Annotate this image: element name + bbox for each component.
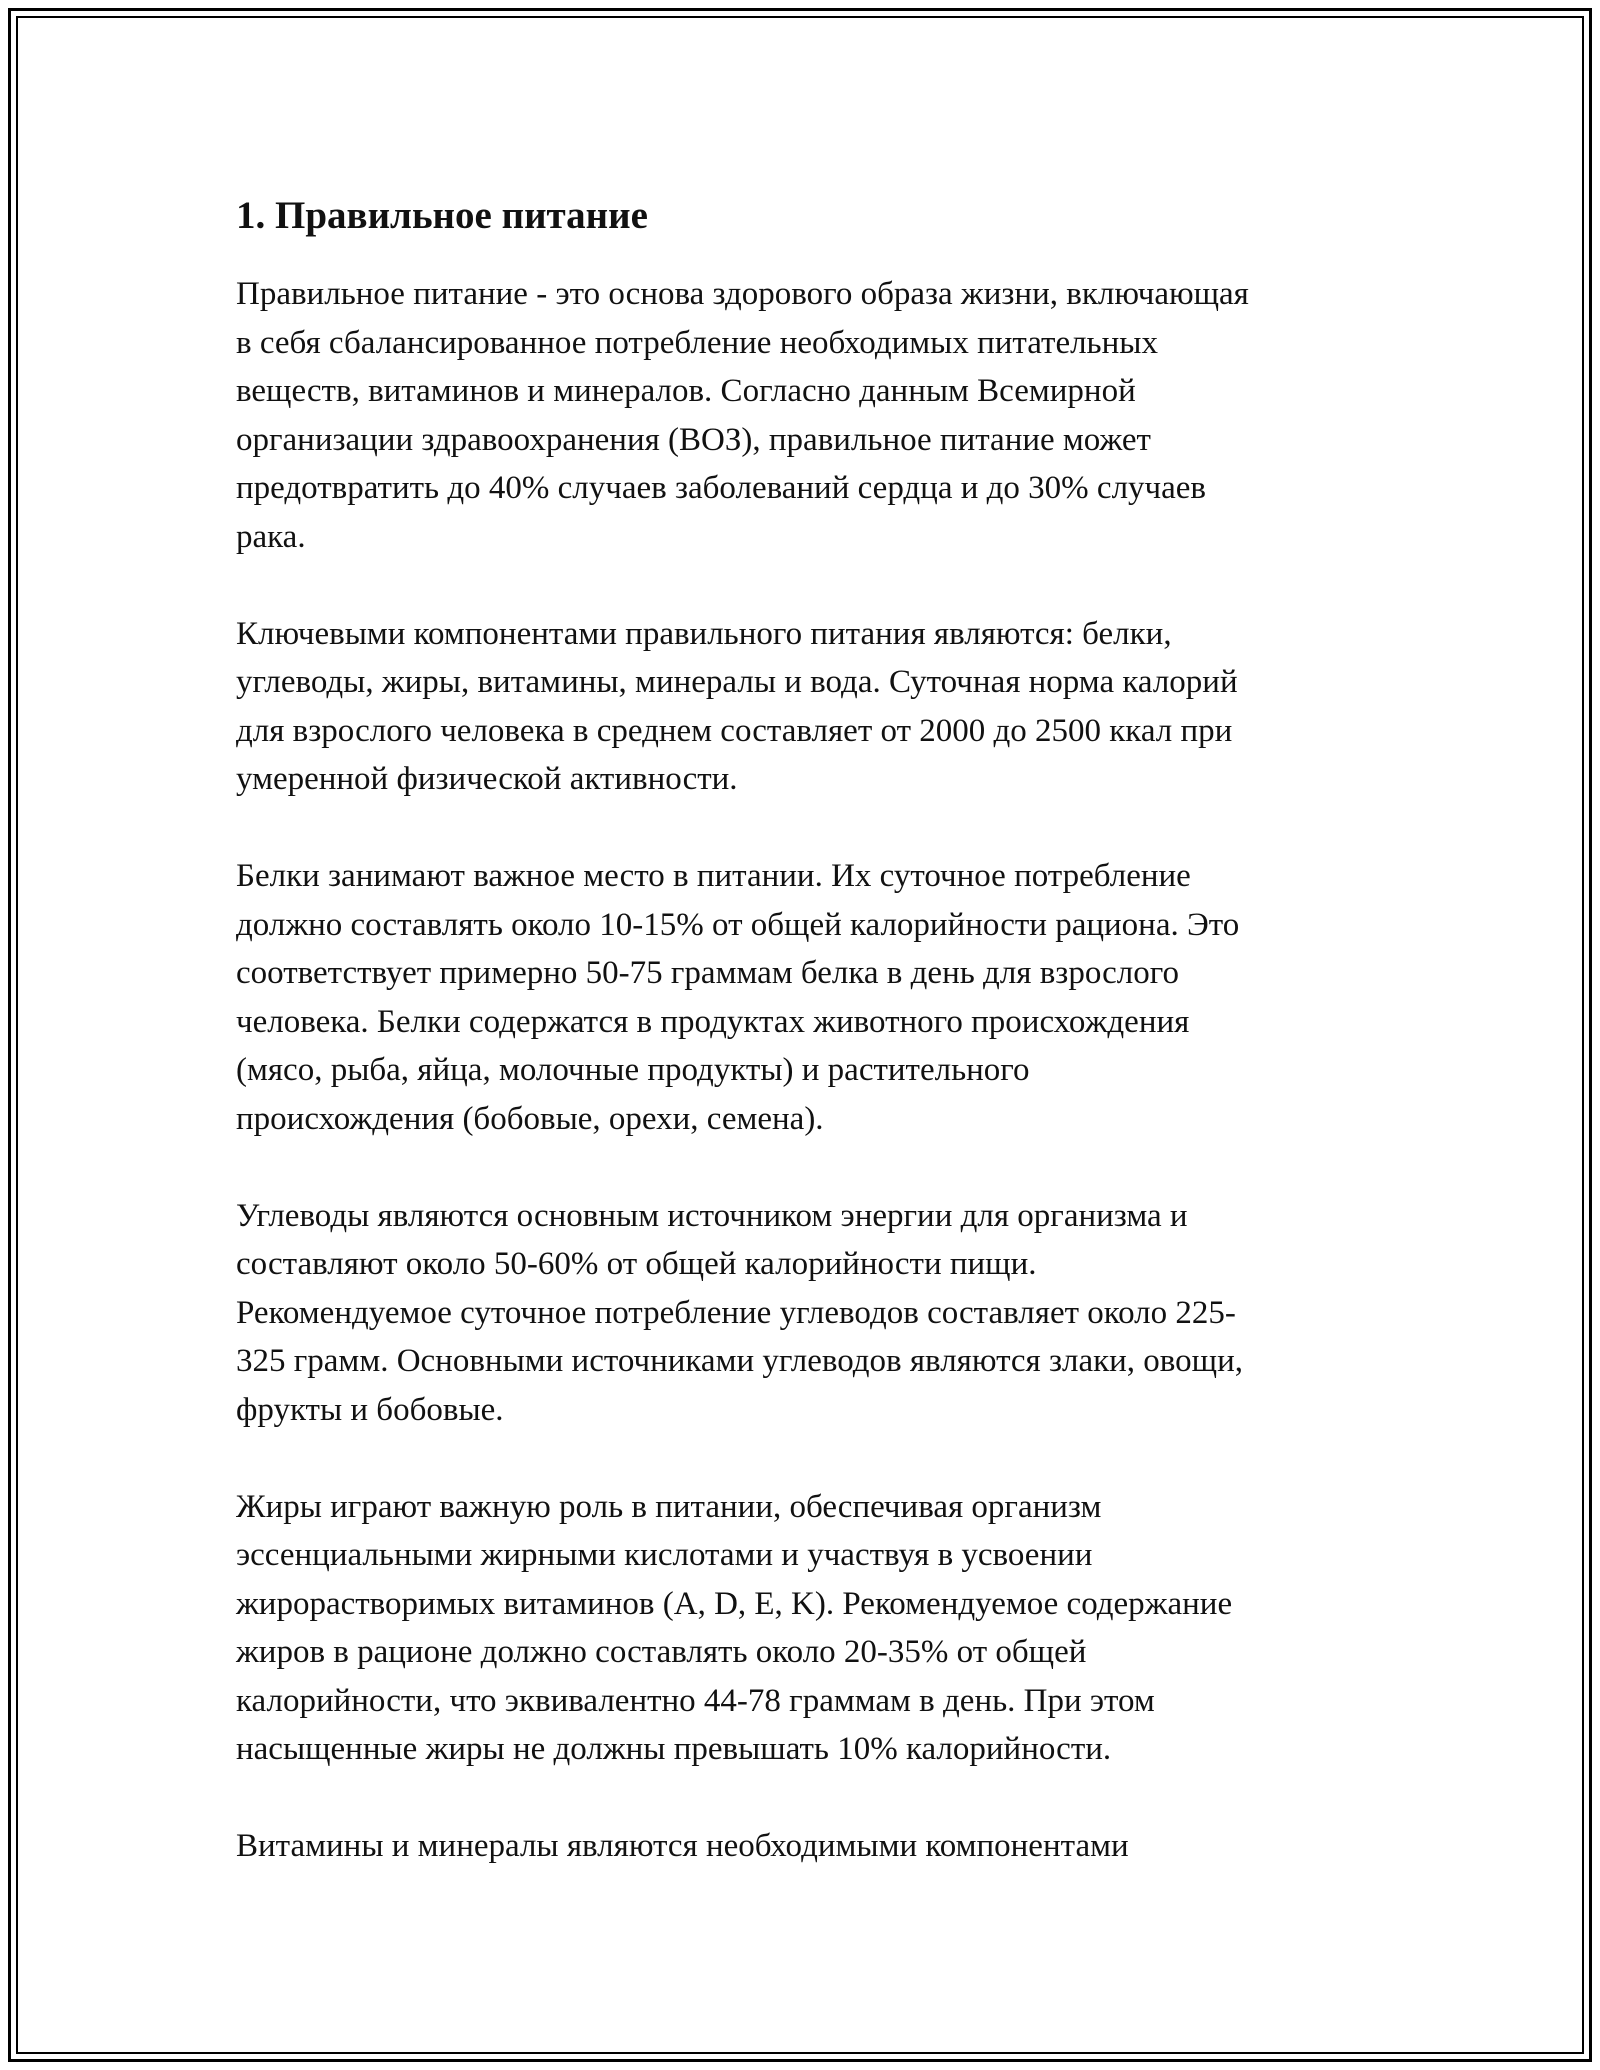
paragraph-key-components: Ключевыми компонентами правильного питания являются: белки, углеводы, жиры, витамины, минералы и вода. Суточная норма калорий для взрослого человека в среднем составляет от 2000 до 2500 ккал при умеренной физической активности. xyxy=(236,615,1238,797)
paragraph-vitamins: Витамины и минералы являются необходимыми компонентами xyxy=(236,1828,1129,1864)
paragraph-fats: Жиры играют важную роль в питании, обеспечивая организм эссенциальными жирными кислотами и участвуя в усвоении жирорастворимых витаминов (A, D, E, K). Рекомендуемое содержание жиров в рационе должно составлять около 20-35% от общей калорийности, что эквивалентно 44-78 граммам в день. При этом насыщенные жиры не должны превышать 10% калорийности. xyxy=(236,1488,1233,1767)
paragraph-proteins: Белки занимают важное место в питании. Их суточное потребление должно составлять около 10-15% от общей калорийности рациона. Это соответствует примерно 50-75 граммам белка в день для взрослого человека. Белки содержатся в продуктах животного происхождения (мясо, рыба, яйца, молочные продукты) и растительного происхождения (бобовые, орехи, семена). xyxy=(236,858,1240,1137)
paragraph-intro: Правильное питание - это основа здорового образа жизни, включающая в себя сбалансированное потребление необходимых питательных веществ, витаминов и минералов. Согласно данным Всемирной организации здравоохранения (ВОЗ), правильное питание может предотвратить до 40% случаев заболеваний сердца и до 30% случаев рака. xyxy=(236,276,1249,555)
paragraph-carbohydrates: Углеводы являются основным источником энергии для организма и составляют около 50-60% от общей калорийности пищи. Рекомендуемое суточное потребление углеводов составляет около 225- 325 грамм. Основными источниками углеводов являются злаки, овощи, фрукты и бобовые. xyxy=(236,1197,1243,1428)
document-body xyxy=(236,180,1376,1919)
section-heading: 1. Правильное питание xyxy=(236,194,648,237)
